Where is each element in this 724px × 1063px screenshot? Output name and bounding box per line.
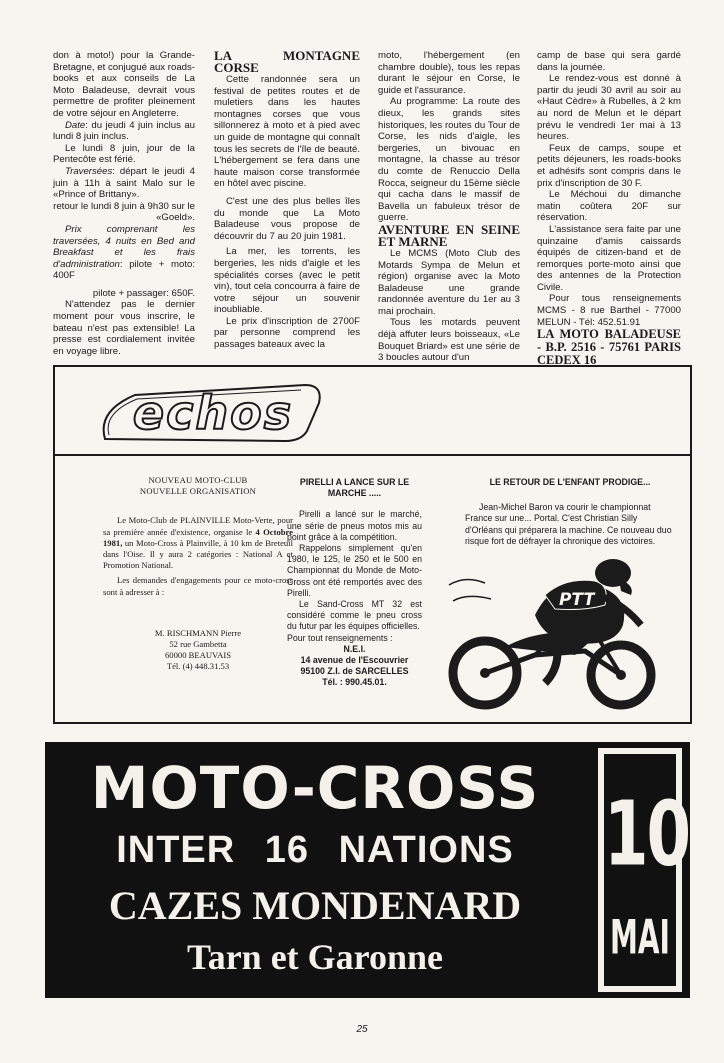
echos-divider <box>55 454 690 456</box>
column-2 <box>214 50 360 351</box>
col1-traversees <box>53 166 195 201</box>
pirelli-p3: Le Sand-Cross MT 32 est considéré comme le pneu cross du futur par les équipes officielles. <box>287 599 422 632</box>
poster-main <box>45 742 585 998</box>
poster-line4: Tarn et Garonne <box>186 937 444 977</box>
col4-p0: camp de base qui sera gardé dans la journée. <box>537 50 681 73</box>
col3-p2: Le MCMS (Moto Club des Motards Sympa de Melun et région) organise avec la Moto Baladeuse une grande randonnée aventure du 1er au 3 mai prochain. <box>378 247 520 317</box>
corse-title-word1: LA <box>214 48 233 63</box>
retour-body: Jean-Michel Baron va courir le championnat France sur une... Portal. C'est Christian Silly d'Orléans qui préparera la machine. Ce nouveau duo risque fort de défrayer la chronique des victoires. <box>465 502 672 546</box>
echos-logo <box>95 381 325 445</box>
club-addr4: Tél. (4) 448.31.53 <box>166 661 230 672</box>
col3-p1: Au programme: La route des dieux, les grands sites historiques, les routes du Tour de Corse, les nids d'aigle, les bergeries, un bivouac en montagne, la chasse au trésor du comte de Renuccio Della Rocca, seigneur du 15ème siècle qui cacha dans le massif de Bavella un fabuleux trésor de guerre. <box>378 96 520 224</box>
ptt-rider-illustration <box>445 555 675 715</box>
pirelli-a1: N.E.I. <box>343 643 366 654</box>
retour-column <box>465 477 675 547</box>
motocross-poster <box>45 742 690 998</box>
pirelli-p2: Rappelons simplement qu'en 1980, le 125, le 250 et le 500 en Championnat du Monde de Moto-Cross ont été remportés avec des Pirelli. <box>287 543 422 598</box>
column-4 <box>537 50 681 367</box>
club-head1: NOUVEAU MOTO-CLUB <box>148 475 248 485</box>
col4-p5: Pour tous renseignements MCMS - 8 rue Barthel - 77000 MELUN - Tél: 452.51.91 <box>537 293 681 328</box>
corse-p1: Cette randonnée sera un festival de petites routes et de muletiers dans les hautes montagnes corses que vous sillonnerez à moto et à pied avec un guide de montagne qui connaît tous les secrets de l'île de beauté. L'hébergement se fera dans une haute maison corse transformée en hôtel avec piscine. <box>214 74 360 190</box>
club-column <box>103 475 293 673</box>
date-text: : du jeudi 4 juin inclus au lundi 8 juin inclus. <box>53 119 195 143</box>
pirelli-a3: 95100 Z.I. de SARCELLES <box>300 666 409 677</box>
column-1 <box>53 50 195 357</box>
poster-line1: MOTO-CROSS <box>90 754 540 822</box>
pirelli-p1: Pirelli a lancé sur le marché, une série de pneus motos mis au point grâce à la compétition. <box>287 509 422 542</box>
echos-logo-text: echos <box>132 386 294 440</box>
ptt-label: PTT <box>558 590 596 610</box>
pirelli-a2: 14 avenue de l'Escouvrier <box>300 655 409 666</box>
club-addr3: 60000 BEAUVAIS <box>165 650 231 661</box>
col1-prix2: pilote + passager: 650F. <box>92 287 195 299</box>
poster-month: MAI <box>610 909 670 966</box>
date-label: Date <box>65 119 86 131</box>
baladeuse-signature: LA MOTO BALADEUSE - B.P. 2516 - 75761 PARIS CEDEX 16 <box>537 327 681 368</box>
corse-title-word2: MONTAGNE <box>282 48 360 63</box>
club-p1-a: Le Moto-Club de PLAINVILLE Moto-Verte, pour sa première année d'existence, organise le <box>103 515 293 537</box>
traversees-label: Traversées <box>65 165 113 177</box>
column-3 <box>378 50 520 364</box>
club-head2: NOUVELLE ORGANISATION <box>139 486 257 497</box>
col4-p4: L'assistance sera faite par une quinzaine d'amis caissards équipés de citizen-band et de remorques porte-moto ainsi que des antennes de la Protection Civile. <box>537 223 681 293</box>
col4-p3: Le Méchoui du dimanche matin coûtera 20F sur réservation. <box>537 189 681 224</box>
corse-p2: C'est une des plus belles îles du monde que La Moto Baladeuse vous propose de découvrir du 7 au 20 juin 1981. <box>214 195 360 242</box>
club-p1-b: un Moto-Cross à Plainville, à 10 km de Breteuil dans l'Oise. Il y aura 2 catégories : National A et Promotion National. <box>103 537 293 571</box>
page-number: 25 <box>356 1024 368 1035</box>
col3-p0: moto, l'hébergement (en chambre double), tous les repas durant le séjour en Corse, le guide et l'assurance. <box>378 50 520 96</box>
retour-title: LE RETOUR DE L'ENFANT PRODIGE... <box>489 477 651 487</box>
club-p2: Les demandes d'engagements pour ce moto-cross sont à adresser à : <box>103 575 293 597</box>
col1-date <box>53 120 195 143</box>
poster-line3: CAZES MONDENARD <box>108 883 522 928</box>
club-addr2: 52 rue Gambetta <box>169 639 227 650</box>
col1-retour: retour le lundi 8 juin à 9h30 sur le «Goeld». <box>53 200 195 224</box>
club-p1 <box>103 515 293 571</box>
prix-italic: Prix comprenant les traversées, 4 nuits en Bed and Breakfast et les frais d'administration <box>53 223 195 270</box>
poster-date-inner <box>604 754 690 986</box>
col4-p1: Le rendez-vous est donné à partir du jeudi 30 avril au soir au «Haut Cèdre» à Rubelles, à 2 km au nord de Melun et le départ prévu le vendredi 1er mai à 13 heures. <box>537 73 681 143</box>
echos-box <box>53 365 692 724</box>
col1-attendez: N'attendez pas le dernier moment pour vous inscrire, le bateau n'est pas extensible! La presse est cordialement invitée en voyage libre. <box>53 299 195 357</box>
corse-p3: La mer, les torrents, les bergeries, les nids d'aigle et les spécialités corses (avec le petit vin), tout cela concourra à faire de votre séjour un souvenir inoubliable. <box>214 246 360 316</box>
pirelli-p4: Pour tout renseignements : <box>287 632 393 643</box>
corse-title-line2: CORSE <box>214 60 259 75</box>
pirelli-title: PIRELLI A LANCE SUR LE MARCHE ..... <box>299 477 410 499</box>
poster-date-panel <box>598 748 690 992</box>
col3-p3: Tous les motards peuvent déjà affuter leurs boisseaux, «Le Bouquet Briard» est une série de 3 boucles autour d'un <box>378 317 520 364</box>
club-addr1: M. RISCHMANN Pierre <box>154 627 242 638</box>
col1-prix <box>53 224 195 282</box>
poster-day: 10 <box>604 783 690 887</box>
traversees-text: : départ le jeudi 4 juin à 11h à saint Malo sur le «Prince of Brittany». <box>53 165 195 201</box>
poster-line2: INTER 16 NATIONS <box>116 829 514 871</box>
pirelli-column <box>287 477 422 689</box>
corse-p4: Le prix d'inscription de 2700F par personne comprend les passages bateaux avec la <box>214 315 360 351</box>
club-p1-date: 4 Octobre 1981, <box>103 526 293 548</box>
pirelli-a4: Tél. : 990.45.01. <box>322 677 387 688</box>
corse-title <box>214 50 360 74</box>
col1-lundi: Le lundi 8 juin, jour de la Pentecôte est férié. <box>53 142 195 166</box>
col4-p2: Feux de camps, soupe et petits déjeuners, les roads-books et adhésifs sont compris dans le prix d'inscription de 30 F. <box>537 142 681 189</box>
prix-text: : pilote + moto: 400F <box>53 258 195 282</box>
aventure-title: AVENTURE EN SEINE ET MARNE <box>378 221 520 249</box>
col1-intro: don à moto!) pour la Grande-Bretagne, et conjugué aux roads-books et aux conseils de La Moto Baladeuse, devrait vous permettre de profiter pleinement de votre séjour en Angleterre. <box>53 50 195 119</box>
